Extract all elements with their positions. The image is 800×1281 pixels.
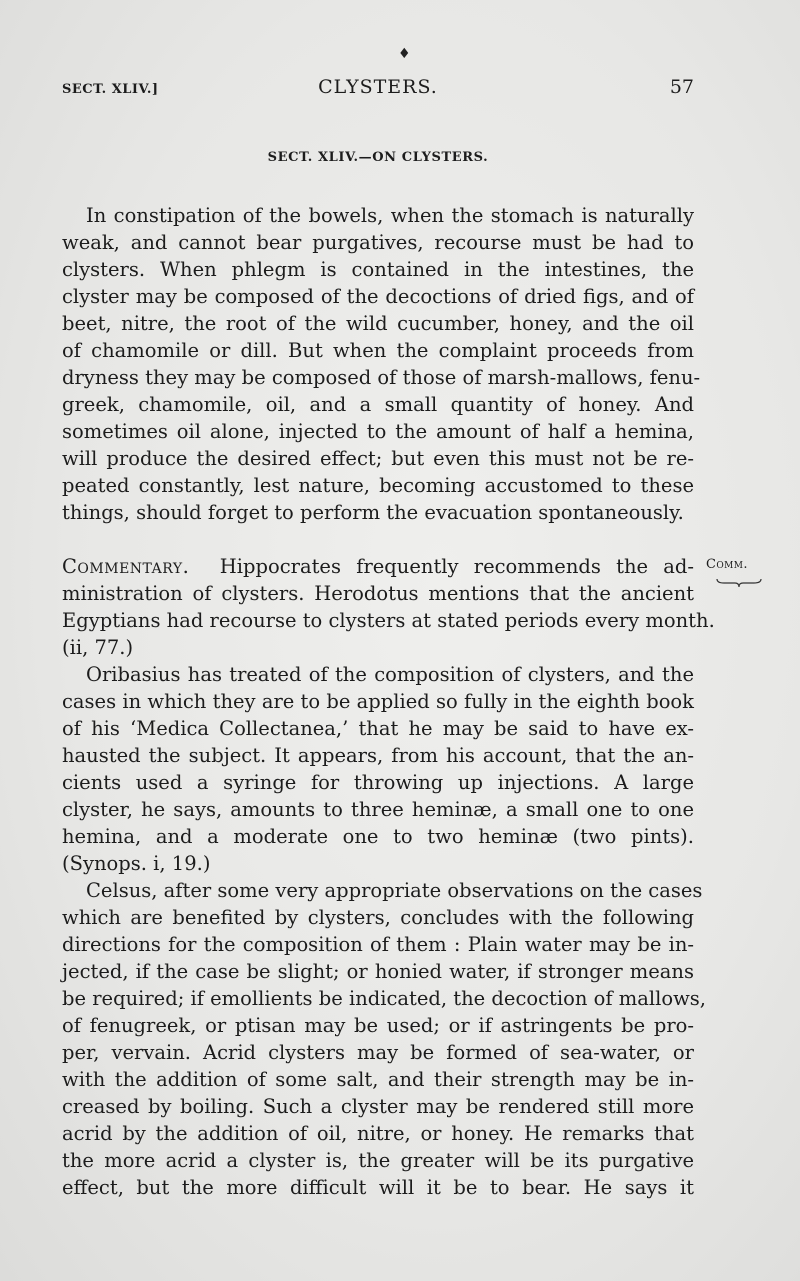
margin-brace-icon xyxy=(716,578,762,588)
commentary-label: Commentary. xyxy=(62,555,190,578)
running-head-section: SECT. XLIV.] xyxy=(62,82,159,97)
section-heading: SECT. XLIV.—ON CLYSTERS. xyxy=(267,150,489,165)
paragraph-celsus xyxy=(62,877,706,1201)
text-line: be required; if emollients be indicated, the decoction of mallows, xyxy=(62,987,706,1010)
text-line: Egyptians had recourse to clysters at stated periods every month. xyxy=(62,609,715,632)
text-line: hemina, and a moderate one to two heminæ (two pints). xyxy=(62,825,694,848)
margin-note-comm: Comm. xyxy=(706,557,748,572)
text-line: clyster, he says, amounts to three heminæ, a small one to one xyxy=(62,798,694,821)
text-line: hausted the subject. It appears, from his account, that the an- xyxy=(62,744,694,767)
text-line: the more acrid a clyster is, the greater will be its purgative xyxy=(62,1149,694,1172)
paragraph-oribasius xyxy=(62,661,694,877)
text-line: (Synops. i, 19.) xyxy=(62,852,211,875)
text-line: directions for the composition of them : Plain water may be in- xyxy=(62,933,694,956)
text-line: with the addition of some salt, and their strength may be in- xyxy=(62,1068,694,1091)
text-line: jected, if the case be slight; or honied water, if stronger means xyxy=(62,960,694,983)
text-line: peated constantly, lest nature, becoming accustomed to these xyxy=(62,474,694,497)
text-line: things, should forget to perform the evacuation spontaneously. xyxy=(62,501,684,524)
text-line: beet, nitre, the root of the wild cucumber, honey, and the oil xyxy=(62,312,694,335)
text-line: dryness they may be composed of those of marsh-mallows, fenu- xyxy=(62,366,701,389)
text-line: of his ‘Medica Collectanea,’ that he may be said to have ex- xyxy=(62,717,694,740)
text-line: In constipation of the bowels, when the stomach is naturally xyxy=(86,204,694,227)
text-line: greek, chamomile, oil, and a small quantity of honey. And xyxy=(62,393,694,416)
text-line: cases in which they are to be applied so fully in the eighth book xyxy=(62,690,694,713)
text-line: weak, and cannot bear purgatives, recourse must be had to xyxy=(62,231,694,254)
text-line: ministration of clysters. Herodotus mentions that the ancient xyxy=(62,582,694,605)
text-line: of chamomile or dill. But when the complaint proceeds from xyxy=(62,339,694,362)
text-line: cients used a syringe for throwing up injections. A large xyxy=(62,771,694,794)
printer-mark: ♦ xyxy=(398,46,411,62)
text-line: sometimes oil alone, injected to the amount of half a hemina, xyxy=(62,420,694,443)
text-line: Celsus, after some very appropriate observations on the cases xyxy=(86,879,703,902)
running-head xyxy=(62,76,694,102)
running-head-title: CLYSTERS. xyxy=(318,76,438,98)
text-line: clyster may be composed of the decoctions of dried figs, and of xyxy=(62,285,694,308)
commentary-paragraph xyxy=(62,553,715,661)
text-line: acrid by the addition of oil, nitre, or honey. He remarks that xyxy=(62,1122,694,1145)
text-line: Oribasius has treated of the composition of clysters, and the xyxy=(86,663,694,686)
text-line: will produce the desired effect; but even this must not be re- xyxy=(62,447,694,470)
commentary-text: Hippocrates frequently recommends the ad- xyxy=(219,555,694,578)
page-number: 57 xyxy=(669,76,694,98)
text-line: clysters. When phlegm is contained in the intestines, the xyxy=(62,258,694,281)
text-line: which are benefited by clysters, concludes with the following xyxy=(62,906,694,929)
text-line: effect, but the more difficult will it be to bear. He says it xyxy=(62,1176,694,1199)
text-line: of fenugreek, or ptisan may be used; or if astringents be pro- xyxy=(62,1014,694,1037)
commentary-first-line xyxy=(62,553,694,580)
text-line: creased by boiling. Such a clyster may be rendered still more xyxy=(62,1095,694,1118)
text-line: (ii, 77.) xyxy=(62,636,134,659)
paragraph-main-text xyxy=(62,202,701,526)
text-line: per, vervain. Acrid clysters may be formed of sea-water, or xyxy=(62,1041,694,1064)
